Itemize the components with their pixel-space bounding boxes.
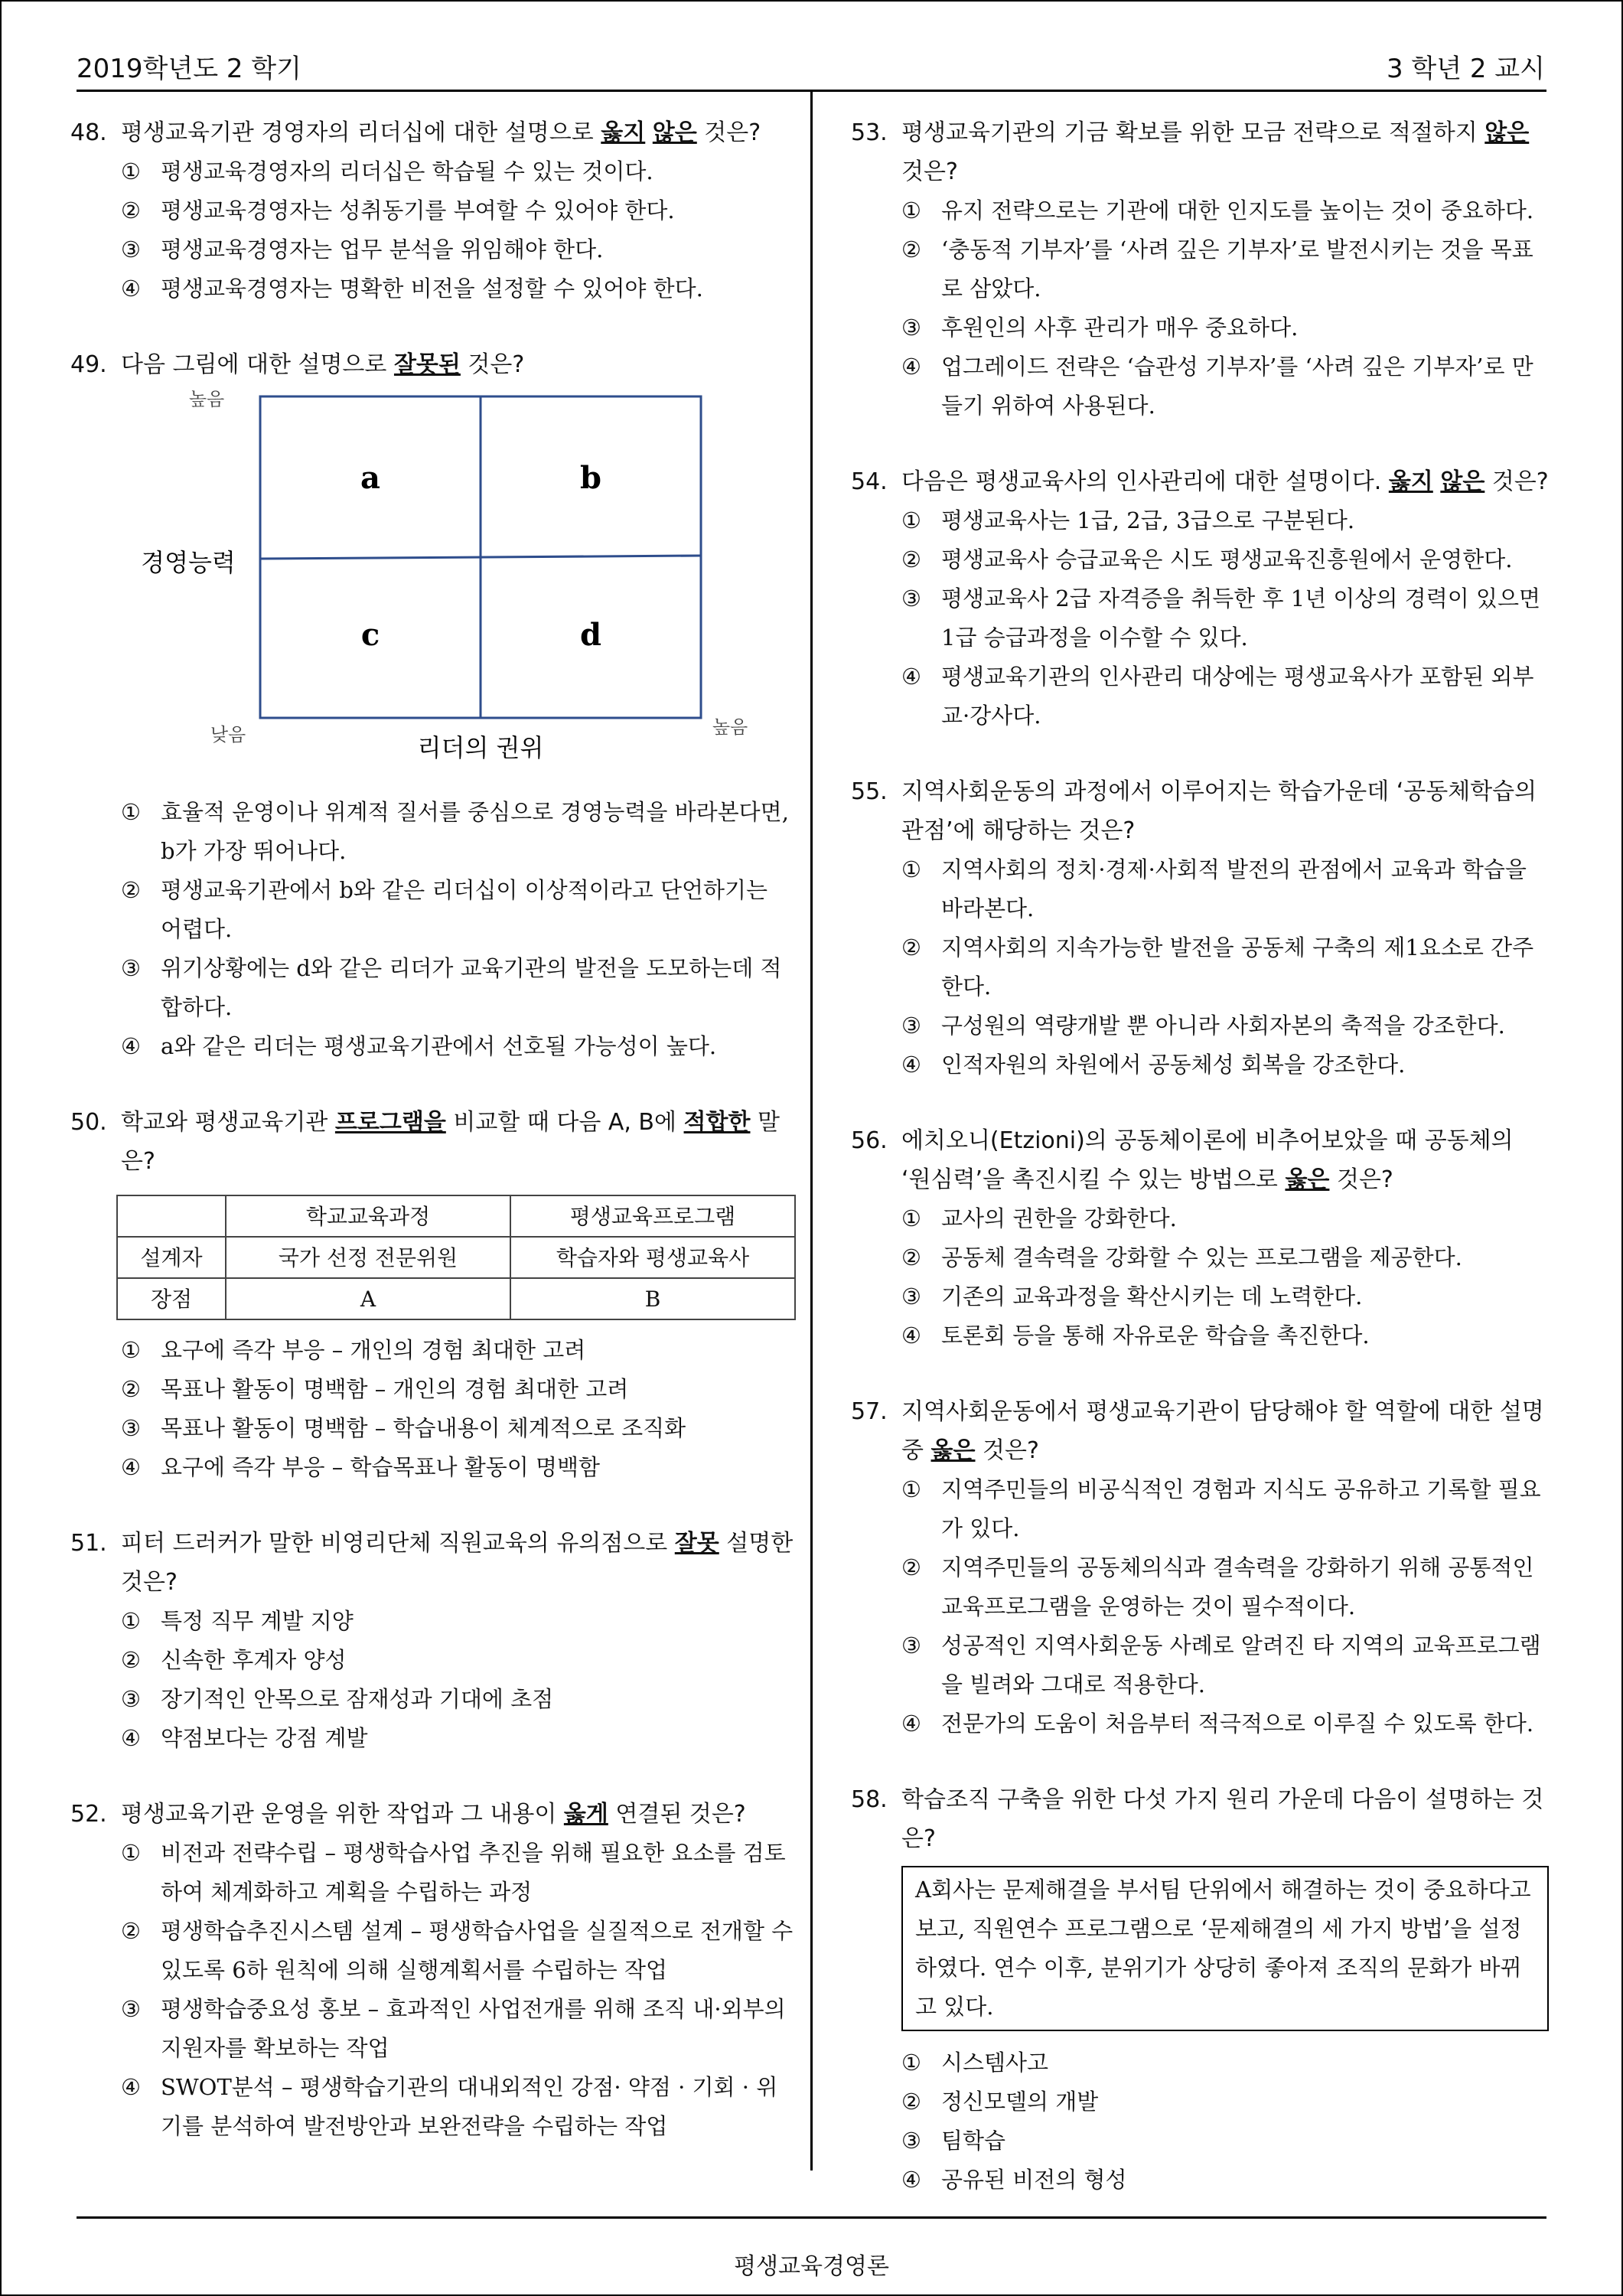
option[interactable]	[70, 191, 796, 230]
question-stem	[851, 1121, 1549, 1199]
option[interactable]	[851, 308, 1549, 347]
stem-text: 것은?	[1484, 468, 1549, 495]
options-list	[851, 2043, 1549, 2200]
stem-text: 것은?	[975, 1437, 1039, 1464]
option[interactable]	[851, 230, 1549, 308]
option-text: 평생교육경영자는 성취동기를 부여할 수 있어야 한다.	[161, 197, 675, 223]
table-row-label: 설계자	[117, 1237, 226, 1278]
option-marker: ③	[901, 1013, 921, 1039]
option-text: 신속한 후계자 양성	[161, 1647, 347, 1673]
question-stem	[70, 1103, 796, 1181]
option-text: 효율적 운영이나 위계적 질서를 중심으로 경영능력을 바라본다면, b가 가장 뛰어나다.	[161, 799, 789, 864]
question-49	[70, 345, 796, 1066]
question-stem	[70, 1795, 796, 1834]
option[interactable]	[851, 2043, 1549, 2082]
option[interactable]	[70, 1027, 796, 1066]
question-51	[70, 1524, 796, 1758]
options-list	[70, 1331, 796, 1487]
option[interactable]	[851, 501, 1549, 540]
stem-emphasis: 옳지	[601, 119, 646, 146]
question-55	[851, 772, 1549, 1084]
option-text: 평생교육경영자는 명확한 비전을 설정할 수 있어야 한다.	[161, 276, 703, 302]
table-row	[117, 1195, 795, 1237]
stem-emphasis: 않은	[652, 119, 697, 146]
option-marker: ①	[121, 1337, 141, 1363]
option-text: 지역주민들의 공동체의식과 결속력을 강화하기 위해 공통적인 교육프로그램을 운영하는 것이 필수적이다.	[941, 1554, 1534, 1619]
option-marker: ④	[121, 2074, 141, 2100]
question-stem	[851, 772, 1549, 850]
option[interactable]	[851, 850, 1549, 928]
stem-text: 비교할 때 다음 A, B에	[445, 1109, 684, 1136]
x-axis-label: 리더의 권위	[417, 733, 544, 762]
options-list	[851, 501, 1549, 735]
option-text: SWOT분석 – 평생학습기관의 대내외적인 강점· 약점 · 기회 · 위기를 분석하여 발전방안과 보완전략을 수립하는 작업	[161, 2074, 778, 2139]
stem-emphasis: 프로그램을	[334, 1109, 446, 1136]
stem-text: 것은?	[1329, 1166, 1393, 1193]
option-marker: ②	[901, 1244, 921, 1270]
question-number: 50.	[70, 1109, 107, 1136]
option[interactable]	[851, 1316, 1549, 1355]
option-marker: ②	[121, 1647, 141, 1673]
question-number: 53.	[851, 119, 888, 146]
option-marker: ②	[901, 1554, 921, 1580]
stem-emphasis: 않은	[1440, 468, 1485, 495]
option-text: 평생교육경영자의 리더십은 학습될 수 있는 것이다.	[161, 158, 653, 184]
question-52	[70, 1795, 796, 2146]
stem-text: 평생교육기관 경영자의 리더십에 대한 설명으로	[121, 119, 601, 146]
option[interactable]	[70, 949, 796, 1027]
option[interactable]	[851, 657, 1549, 735]
stem-emphasis: 옳은	[930, 1437, 976, 1464]
option-marker: ①	[121, 799, 141, 825]
option[interactable]	[851, 928, 1549, 1006]
option-marker: ③	[901, 585, 921, 612]
option-text: 공동체 결속력을 강화할 수 있는 프로그램을 제공한다.	[941, 1244, 1462, 1270]
option-text: 요구에 즉각 부응 – 학습목표나 활동이 명백함	[161, 1454, 601, 1480]
stem-emphasis: 옳지	[1388, 468, 1433, 495]
option[interactable]	[851, 191, 1549, 230]
option-text: 지역주민들의 비공식적인 경험과 지식도 공유하고 기록할 필요가 있다.	[941, 1476, 1541, 1541]
stem-text: 피터 드러커가 말한 비영리단체 직원교육의 유의점으로	[121, 1530, 675, 1557]
option-marker: ④	[901, 664, 921, 690]
stem-emphasis: 옳게	[563, 1801, 608, 1828]
header-grade-period: 3 학년 2 교시	[1386, 54, 1545, 84]
option[interactable]	[70, 793, 796, 871]
stem-text: 다음은 평생교육사의 인사관리에 대한 설명이다.	[901, 468, 1389, 495]
stem-text: 에치오니(Etzioni)의 공동체이론에 비추어보았을 때 공동체의 ‘원심력’을 촉진시킬 수 있는 방법으로	[901, 1127, 1514, 1193]
option-text: 목표나 활동이 명백함 – 개인의 경험 최대한 고려	[161, 1376, 629, 1402]
column-divider	[810, 90, 813, 2170]
option[interactable]	[851, 1238, 1549, 1277]
stem-text: 학교와 평생교육기관	[121, 1109, 335, 1136]
stem-emphasis: 잘못	[674, 1530, 719, 1557]
option[interactable]	[70, 871, 796, 949]
option-text: 인적자원의 차원에서 공동체성 회복을 강조한다.	[941, 1052, 1406, 1078]
option[interactable]	[70, 1641, 796, 1680]
options-list	[70, 793, 796, 1066]
table-row-label: 장점	[117, 1278, 226, 1319]
option[interactable]	[70, 1834, 796, 1912]
table-header: 평생교육프로그램	[510, 1195, 795, 1237]
option-marker: ④	[901, 1322, 921, 1349]
option-text: 정신모델의 개발	[941, 2089, 1099, 2115]
scenario-box: A회사는 문제해결을 부서팀 단위에서 해결하는 것이 중요하다고 보고, 직원연수 프로그램으로 ‘문제해결의 세 가지 방법’을 설정하였다. 연수 이후, 분위기가 상당히 좋아져 조직의 문화가 바뀌고 있다.	[901, 1866, 1549, 2031]
option-text: 평생교육사 승급교육은 시도 평생교육진흥원에서 운영한다.	[941, 546, 1513, 572]
option[interactable]	[70, 1912, 796, 1990]
option[interactable]	[70, 152, 796, 191]
option-marker: ④	[901, 1052, 921, 1078]
question-stem	[70, 113, 796, 152]
option-marker: ④	[121, 276, 141, 302]
stem-text: 것은?	[901, 158, 958, 185]
option-text: 비전과 전략수립 – 평생학습사업 추진을 위해 필요한 요소를 검토하여 체계화하고 계획을 수립하는 과정	[161, 1840, 786, 1905]
option[interactable]	[70, 1680, 796, 1719]
option-marker: ①	[901, 1205, 921, 1231]
header-semester: 2019학년도 2 학기	[77, 54, 301, 84]
option-marker: ①	[901, 856, 921, 882]
option[interactable]	[70, 1602, 796, 1641]
option-marker: ③	[121, 1686, 141, 1712]
option-text: 평생교육기관에서 b와 같은 리더십이 이상적이라고 단언하기는 어렵다.	[161, 877, 768, 942]
options-list	[70, 1834, 796, 2146]
table-cell: A	[226, 1278, 510, 1319]
option-marker: ②	[901, 2089, 921, 2115]
option[interactable]	[851, 579, 1549, 657]
option-marker: ④	[901, 354, 921, 380]
question-stem	[851, 1780, 1549, 1858]
question-stem	[70, 345, 796, 384]
option-text: 평생학습추진시스템 설계 – 평생학습사업을 실질적으로 전개할 수 있도록 6하 원칙에 의해 실행계획서를 수립하는 작업	[161, 1918, 794, 1983]
option-text: 전문가의 도움이 처음부터 적극적으로 이루질 수 있도록 한다.	[941, 1711, 1534, 1737]
cell-c: c	[360, 617, 380, 653]
stem-text: 지역사회운동의 과정에서 이루어지는 학습가운데 ‘공동체학습의 관점’에 해당하는 것은?	[901, 778, 1537, 844]
option-text: 공유된 비전의 형성	[941, 2167, 1127, 2193]
option-text: 기존의 교육과정을 확산시키는 데 노력한다.	[941, 1283, 1363, 1309]
left-column	[70, 113, 796, 2146]
question-number: 58.	[851, 1786, 888, 1813]
option-text: 평생교육사 2급 자격증을 취득한 후 1년 이상의 경력이 있으면 1급 승급과정을 이수할 수 있다.	[941, 585, 1540, 651]
stem-text: 평생교육기관 운영을 위한 작업과 그 내용이	[121, 1801, 564, 1828]
option[interactable]	[851, 1470, 1549, 1548]
option[interactable]	[851, 1277, 1549, 1316]
stem-text: 지역사회운동에서 평생교육기관이 담당해야 할 역할에 대한 설명 중	[901, 1398, 1544, 1464]
stem-emphasis: 않은	[1484, 119, 1530, 146]
stem-emphasis: 옳은	[1285, 1166, 1330, 1193]
option-marker: ①	[901, 507, 921, 533]
stem-text: 평생교육기관의 기금 확보를 위한 모금 전략으로 적절하지	[901, 119, 1485, 146]
option-marker: ③	[121, 955, 141, 981]
stem-emphasis: 적합한	[683, 1109, 751, 1136]
option-text: 팀학습	[941, 2128, 1006, 2154]
option-marker: ①	[121, 158, 141, 184]
option-text: a와 같은 리더는 평생교육기관에서 선호될 가능성이 높다.	[161, 1033, 717, 1059]
table-row	[117, 1237, 795, 1278]
option-marker: ②	[901, 236, 921, 263]
stem-text: 것은?	[460, 351, 525, 378]
option-text: 후원인의 사후 관리가 매우 중요하다.	[941, 315, 1299, 341]
stem-text: 설명한 것은?	[121, 1530, 794, 1596]
option[interactable]	[70, 230, 796, 269]
option[interactable]	[851, 1626, 1549, 1704]
option-marker: ②	[121, 1918, 141, 1944]
x-high-label: 높음	[712, 716, 748, 738]
cell-d: d	[580, 617, 601, 653]
option-text: 유지 전략으로는 기관에 대한 인지도를 높이는 것이 중요하다.	[941, 197, 1534, 223]
option-text: 요구에 즉각 부응 – 개인의 경험 최대한 고려	[161, 1337, 586, 1363]
option-marker: ①	[901, 2050, 921, 2076]
option[interactable]	[851, 1199, 1549, 1238]
option-text: 구성원의 역량개발 뿐 아니라 사회자본의 축적을 강조한다.	[941, 1013, 1505, 1039]
option[interactable]	[70, 1370, 796, 1409]
option-text: 업그레이드 전략은 ‘습관성 기부자’를 ‘사려 깊은 기부자’로 만들기 위하여 사용된다.	[941, 354, 1533, 419]
question-stem	[851, 113, 1549, 191]
option-marker: ④	[121, 1033, 141, 1059]
option-text: 약점보다는 강점 계발	[161, 1725, 368, 1751]
option[interactable]	[851, 2161, 1549, 2200]
table-row	[117, 1278, 795, 1319]
question-number: 55.	[851, 778, 888, 805]
y-high-label: 높음	[188, 389, 225, 410]
stem-space	[1433, 468, 1441, 495]
option[interactable]	[851, 2122, 1549, 2161]
stem-text: 말은?	[121, 1109, 781, 1175]
options-list	[851, 850, 1549, 1084]
question-number: 52.	[70, 1801, 107, 1828]
options-list	[851, 1470, 1549, 1743]
table-cell: 학습자와 평생교육사	[510, 1237, 795, 1278]
options-list	[851, 191, 1549, 426]
question-58	[851, 1780, 1549, 2200]
option[interactable]	[70, 1331, 796, 1370]
cell-b: b	[580, 460, 601, 496]
option[interactable]	[851, 1704, 1549, 1743]
question-56	[851, 1121, 1549, 1355]
horizontal-divider	[260, 556, 701, 559]
option-marker: ②	[121, 1376, 141, 1402]
question-stem	[70, 1524, 796, 1602]
origin-low-label: 낮음	[210, 724, 246, 745]
comparison-table	[116, 1195, 796, 1320]
question-57	[851, 1392, 1549, 1743]
option-text: 평생교육경영자는 업무 분석을 위임해야 한다.	[161, 236, 604, 263]
option-marker: ③	[901, 2128, 921, 2154]
option[interactable]	[70, 2068, 796, 2146]
option-text: 특정 직무 계발 지양	[161, 1608, 354, 1634]
option-marker: ④	[121, 1725, 141, 1751]
option-text: 지역사회의 정치·경제·사회적 발전의 관점에서 교육과 학습을 바라본다.	[941, 856, 1527, 921]
table-cell	[117, 1195, 226, 1237]
question-53	[851, 113, 1549, 426]
option[interactable]	[70, 269, 796, 308]
option-text: 평생교육기관의 인사관리 대상에는 평생교육사가 포함된 외부 교·강사다.	[941, 664, 1534, 729]
option-marker: ③	[901, 315, 921, 341]
stem-text: 연결된 것은?	[608, 1801, 746, 1828]
stem-text: 것은?	[696, 119, 761, 146]
option[interactable]	[70, 1448, 796, 1487]
stem-emphasis: 잘못된	[393, 351, 461, 378]
option-marker: ②	[121, 877, 141, 903]
right-column	[851, 113, 1549, 2200]
option-text: 장기적인 안목으로 잠재성과 기대에 초점	[161, 1686, 554, 1712]
option-text: 지역사회의 지속가능한 발전을 공동체 구축의 제1요소로 간주한다.	[941, 934, 1534, 1000]
footer-subject: 평생교육경영론	[734, 2253, 889, 2280]
y-axis-label: 경영능력	[141, 548, 236, 577]
option-marker: ①	[901, 1476, 921, 1502]
stem-text: 다음 그림에 대한 설명으로	[121, 351, 394, 378]
option[interactable]	[851, 2082, 1549, 2122]
table-header: 학교교육과정	[226, 1195, 510, 1237]
question-stem	[851, 1392, 1549, 1470]
option-text: 교사의 권한을 강화한다.	[941, 1205, 1177, 1231]
question-number: 56.	[851, 1127, 888, 1154]
footer-rule	[77, 2216, 1546, 2219]
option[interactable]	[851, 347, 1549, 426]
question-48	[70, 113, 796, 308]
option[interactable]	[70, 1409, 796, 1448]
question-number: 54.	[851, 468, 888, 495]
question-stem	[851, 462, 1549, 501]
option[interactable]	[851, 540, 1549, 579]
option-text: 목표나 활동이 명백함 – 학습내용이 체계적으로 조직화	[161, 1415, 686, 1441]
option-marker: ②	[121, 197, 141, 223]
option-marker: ②	[901, 546, 921, 572]
table-cell: 국가 선정 전문위원	[226, 1237, 510, 1278]
option-marker: ③	[121, 1996, 141, 2022]
option[interactable]	[70, 1990, 796, 2068]
option-marker: ④	[901, 1711, 921, 1737]
option-text: 위기상황에는 d와 같은 리더가 교육기관의 발전을 도모하는데 적합하다.	[161, 955, 782, 1020]
option-marker: ③	[121, 1415, 141, 1441]
option-marker: ③	[901, 1632, 921, 1658]
quadrant-diagram	[70, 389, 796, 793]
options-list	[70, 152, 796, 308]
option-marker: ③	[121, 236, 141, 263]
option[interactable]	[851, 1548, 1549, 1626]
question-54	[851, 462, 1549, 735]
options-list	[70, 1602, 796, 1758]
option-text: 토론회 등을 통해 자유로운 학습을 촉진한다.	[941, 1322, 1370, 1349]
stem-text: 학습조직 구축을 위한 다섯 가지 원리 가운데 다음이 설명하는 것은?	[901, 1786, 1544, 1852]
question-number: 49.	[70, 351, 107, 378]
question-50	[70, 1103, 796, 1487]
question-number: 57.	[851, 1398, 888, 1425]
cell-a: a	[360, 460, 380, 496]
option[interactable]	[851, 1045, 1549, 1084]
option-text: 성공적인 지역사회운동 사례로 알려진 타 지역의 교육프로그램을 빌려와 그대로 적용한다.	[941, 1632, 1541, 1698]
option-marker: ④	[901, 2167, 921, 2193]
option-marker: ①	[121, 1608, 141, 1634]
option-marker: ②	[901, 934, 921, 960]
option-marker: ④	[121, 1454, 141, 1480]
question-number: 48.	[70, 119, 107, 146]
option-marker: ③	[901, 1283, 921, 1309]
option-marker: ①	[121, 1840, 141, 1866]
stem-space	[645, 119, 653, 146]
question-number: 51.	[70, 1530, 107, 1557]
options-list	[851, 1199, 1549, 1355]
option-text: 평생학습중요성 홍보 – 효과적인 사업전개를 위해 조직 내·외부의 지원자를 확보하는 작업	[161, 1996, 786, 2061]
option[interactable]	[851, 1006, 1549, 1045]
option-text: 시스템사고	[941, 2050, 1049, 2076]
leadership-quadrant-figure	[70, 389, 796, 793]
option-text: 평생교육사는 1급, 2급, 3급으로 구분된다.	[941, 507, 1355, 533]
table-cell: B	[510, 1278, 795, 1319]
option[interactable]	[70, 1719, 796, 1758]
option-marker: ①	[901, 197, 921, 223]
option-text: ‘충동적 기부자’를 ‘사려 깊은 기부자’로 발전시키는 것을 목표로 삼았다.	[941, 236, 1533, 302]
